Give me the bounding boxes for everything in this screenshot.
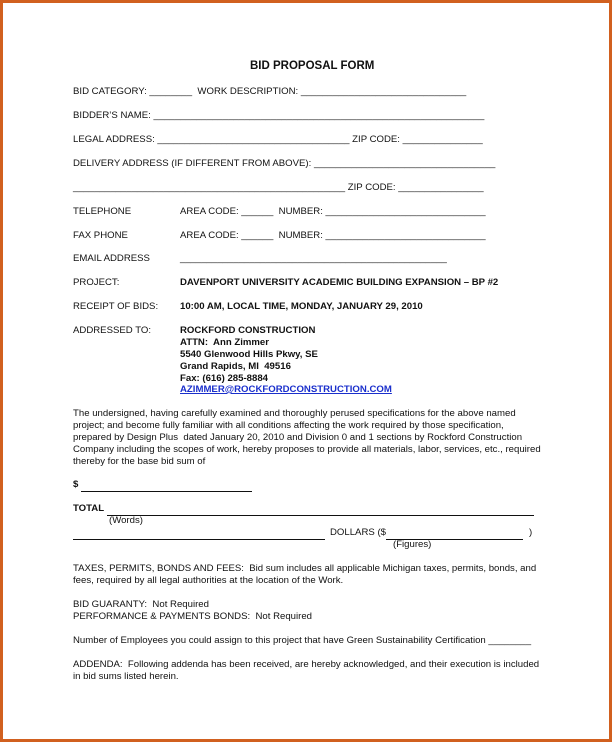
addressed-line: ROCKFORD CONSTRUCTION — [180, 325, 316, 336]
telephone-fields: AREA CODE: ______ NUMBER: ______________________________ — [180, 206, 486, 217]
bid-guaranty: BID GUARANTY: Not Required — [73, 599, 209, 610]
total-label: TOTAL — [73, 503, 105, 514]
addenda-line: ADDENDA: Following addenda has been received, are hereby acknowledged, and their execution is included — [73, 659, 540, 670]
words-label: (Words) — [109, 515, 143, 526]
receipt-value: 10:00 AM, LOCAL TIME, MONDAY, JANUARY 29, 2010 — [180, 301, 423, 312]
bid-category-row: BID CATEGORY: ________ WORK DESCRIPTION: _______________________________ — [73, 86, 467, 97]
paragraph-line: project; and become fully familiar with all conditions affecting the work required by those specification, — [73, 420, 504, 431]
taxes-line: TAXES, PERMITS, BONDS AND FEES: Bid sum includes all applicable Michigan taxes, permits, bonds, and — [73, 563, 537, 574]
project-label: PROJECT: — [73, 277, 120, 288]
total-words-line[interactable] — [107, 514, 534, 516]
addressed-line: Fax: (616) 285-8884 — [180, 373, 268, 384]
dollar-sign: $ — [73, 479, 79, 490]
close-paren: ) — [529, 527, 533, 538]
paragraph-line: thereby for the base bid sum of — [73, 456, 206, 467]
email-link[interactable]: AZIMMER@ROCKFORDCONSTRUCTION.COM — [180, 384, 392, 395]
paragraph-line: The undersigned, having carefully examined and thoroughly perused specifications for the above named — [73, 408, 516, 419]
receipt-label: RECEIPT OF BIDS: — [73, 301, 159, 312]
addressed-label: ADDRESSED TO: — [73, 325, 152, 336]
employees-line: Number of Employees you could assign to this project that have Green Sustainability Certification ________ — [73, 635, 532, 646]
base-bid-amount-line[interactable] — [81, 490, 252, 492]
project-value: DAVENPORT UNIVERSITY ACADEMIC BUILDING EXPANSION – BP #2 — [180, 277, 499, 288]
email-line: __________________________________________________ — [180, 253, 447, 264]
form-title: BID PROPOSAL FORM — [250, 60, 375, 72]
telephone-label: TELEPHONE — [73, 206, 132, 217]
paragraph-line: Company including the scopes of work, hereby proposes to provide all materials, labor, services, etc., required — [73, 444, 541, 455]
bidders-name-row: BIDDER’S NAME: ______________________________________________________________ — [73, 110, 485, 121]
dollars-text: DOLLARS ($ — [330, 527, 386, 538]
delivery-address-row: DELIVERY ADDRESS (IF DIFFERENT FROM ABOVE): __________________________________ — [73, 158, 496, 169]
dollars-words-line[interactable] — [73, 538, 325, 540]
addressed-line: Grand Rapids, MI 49516 — [180, 361, 291, 372]
addressed-line: ATTN: Ann Zimmer — [180, 337, 270, 348]
email-label: EMAIL ADDRESS — [73, 253, 150, 264]
fax-fields: AREA CODE: ______ NUMBER: ______________________________ — [180, 230, 486, 241]
fax-label: FAX PHONE — [73, 230, 128, 241]
legal-address-row: LEGAL ADDRESS: ____________________________________ ZIP CODE: _______________ — [73, 134, 483, 145]
figures-label: (Figures) — [393, 539, 432, 550]
taxes-line: fees, required by all legal authorities at the location of the Work. — [73, 575, 344, 586]
addenda-line: in bid sums listed herein. — [73, 671, 179, 682]
paragraph-line: prepared by Design Plus dated January 20, 2010 and Division 0 and 1 sections by Rockford Construction — [73, 432, 523, 443]
addressed-line: 5540 Glenwood Hills Pkwy, SE — [180, 349, 318, 360]
delivery-address-row-2: ___________________________________________________ ZIP CODE: ________________ — [73, 182, 484, 193]
performance-bonds: PERFORMANCE & PAYMENTS BONDS: Not Required — [73, 611, 313, 622]
